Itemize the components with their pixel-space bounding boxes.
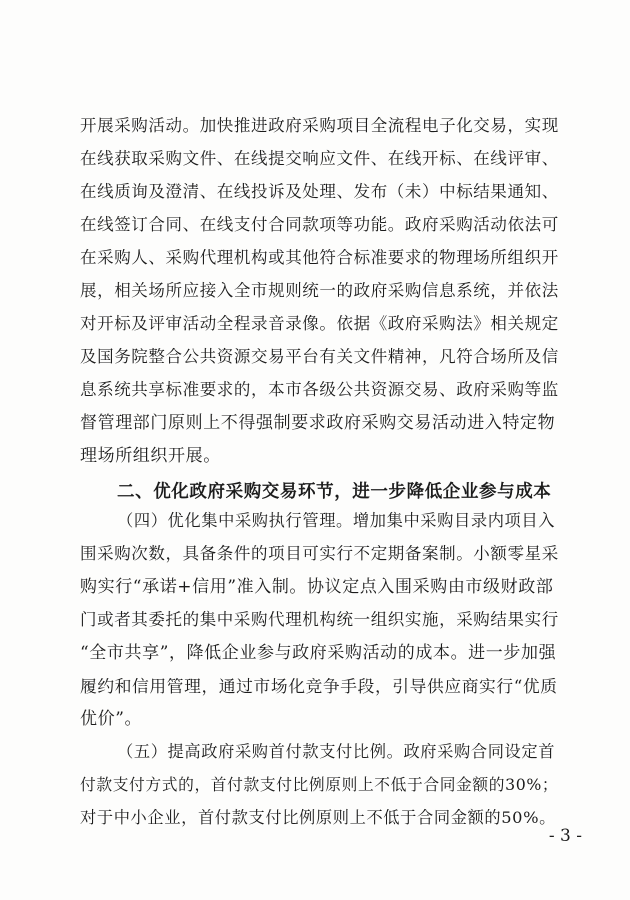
paragraph-line: 围采购次数，具备条件的项目可实行不定期备案制。小额零星采 (80, 544, 559, 563)
paragraph-line: 在线签订合同、在线支付合同款项等功能。政府采购活动依法可 (80, 215, 559, 234)
paragraph-line: 购实行“承诺+信用”准入制。协议定点入围采购由市级财政部 (80, 577, 554, 597)
paragraph-line: 优价”。 (80, 709, 143, 729)
paragraph-line: 在线获取采购文件、在线提交响应文件、在线开标、在线评审、 (80, 149, 559, 168)
paragraph-line: 门或者其委托的集中采购代理机构统一组织实施，采购结果实行 (80, 610, 559, 629)
paragraph-line: 对于中小企业，首付款支付比例原则上不低于合同金额的50%。 (80, 808, 557, 827)
page-number: - 3 - (548, 826, 582, 846)
paragraph-line: 对开标及评审活动全程录音录像。依据《政府采购法》相关规定 (80, 314, 559, 333)
paragraph-line: 在线质询及澄清、在线投诉及处理、发布（未）中标结果通知、 (80, 182, 559, 201)
paragraph-line: 付款支付方式的，首付款支付比例原则上不低于合同金额的30%； (80, 775, 559, 794)
paragraph-line: 履约和信用管理，通过市场化竞争手段，引导供应商实行“优质 (80, 676, 558, 696)
paragraph-line: 开展采购活动。加快推进政府采购项目全流程电子化交易，实现 (80, 116, 559, 135)
paragraph-line: （五）提高政府采购首付款支付比例。政府采购合同设定首 (117, 742, 556, 761)
paragraph-line: 督管理部门原则上不得强制要求政府采购交易活动进入特定物 (80, 413, 556, 433)
paragraph-line: 展，相关场所应接入全市规则统一的政府采购信息系统，并依法 (80, 281, 559, 300)
paragraph-line: 理场所组织开展。 (80, 446, 221, 466)
paragraph-line: 息系统共享标准要求的，本市各级公共资源交易、政府采购等监 (80, 380, 559, 399)
paragraph-line: （四）优化集中采购执行管理。增加集中采购目录内项目入 (117, 511, 556, 530)
section-heading: 二、优化政府采购交易环节，进一步降低企业参与成本 (117, 482, 552, 502)
paragraph-line: “全市共享”，降低企业参与政府采购活动的成本。进一步加强 (80, 643, 557, 663)
paragraph-line: 及国务院整合公共资源交易平台有关文件精神，凡符合场所及信 (80, 347, 559, 366)
paragraph-line: 在采购人、采购代理机构或其他符合标准要求的物理场所组织开 (80, 248, 559, 267)
